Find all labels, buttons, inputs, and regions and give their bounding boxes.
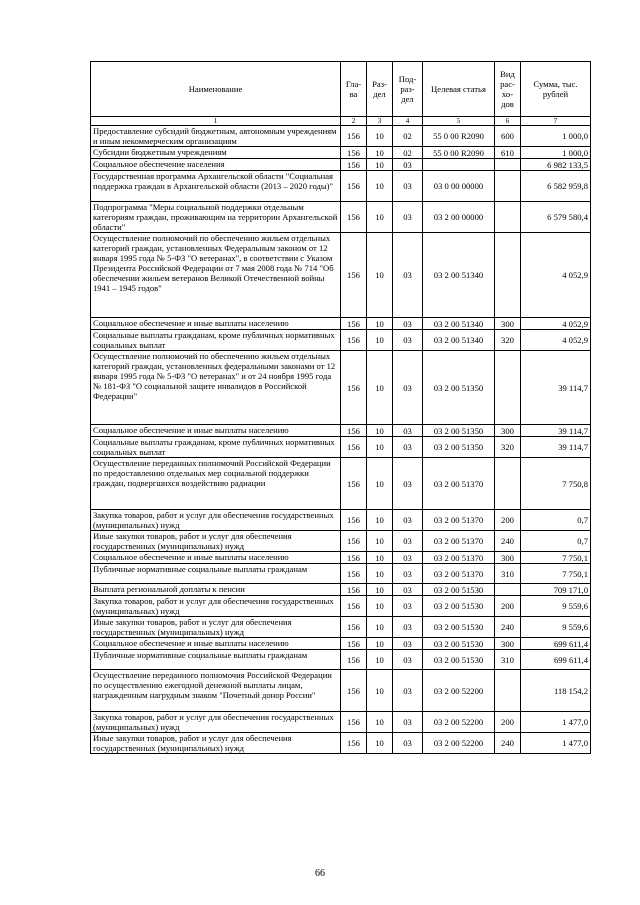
row-subsection: 03 — [393, 564, 423, 584]
row-exp-type: 240 — [495, 733, 521, 754]
row-section: 10 — [367, 458, 393, 510]
column-number: 6 — [495, 117, 521, 126]
row-subsection: 03 — [393, 458, 423, 510]
row-target: 03 2 00 51340 — [423, 330, 495, 351]
row-name: Иные закупки товаров, работ и услуг для обеспечения государственных (муниципальных) нужд — [91, 733, 341, 754]
row-section: 10 — [367, 564, 393, 584]
row-subsection: 03 — [393, 171, 423, 202]
row-name: Социальное обеспечение и иные выплаты населению — [91, 318, 341, 330]
row-target: 03 2 00 51350 — [423, 425, 495, 437]
row-sum: 6 579 580,4 — [521, 202, 591, 233]
row-name: Иные закупки товаров, работ и услуг для обеспечения государственных (муниципальных) нужд — [91, 531, 341, 552]
row-subsection: 03 — [393, 202, 423, 233]
row-sum: 4 052,9 — [521, 233, 591, 318]
row-name: Осуществление переданного полномочия Российской Федерации по осуществлению ежегодной денежной выплаты лицам, награжденным нагрудным знаком "Почетный донор России" — [91, 670, 341, 712]
row-subsection: 03 — [393, 638, 423, 650]
row-chapter: 156 — [341, 351, 367, 425]
row-chapter: 156 — [341, 650, 367, 670]
table-row — [91, 564, 591, 584]
row-target: 03 2 00 51370 — [423, 564, 495, 584]
row-exp-type: 320 — [495, 330, 521, 351]
row-target: 03 2 00 51530 — [423, 596, 495, 617]
row-exp-type — [495, 233, 521, 318]
row-chapter: 156 — [341, 233, 367, 318]
table-row — [91, 670, 591, 712]
row-name: Социальное обеспечение и иные выплаты населению — [91, 552, 341, 564]
row-exp-type: 240 — [495, 617, 521, 638]
row-sum: 4 052,9 — [521, 318, 591, 330]
row-exp-type: 310 — [495, 564, 521, 584]
row-target: 03 2 00 51350 — [423, 351, 495, 425]
row-section: 10 — [367, 712, 393, 733]
row-section: 10 — [367, 171, 393, 202]
row-section: 10 — [367, 202, 393, 233]
row-name: Публичные нормативные социальные выплаты гражданам — [91, 650, 341, 670]
row-subsection: 02 — [393, 126, 423, 147]
row-sum: 7 750,1 — [521, 552, 591, 564]
row-sum: 6 982 133,5 — [521, 159, 591, 171]
row-section: 10 — [367, 126, 393, 147]
row-sum: 1 000,0 — [521, 147, 591, 159]
table-row — [91, 425, 591, 437]
row-exp-type: 200 — [495, 510, 521, 531]
column-number: 1 — [91, 117, 341, 126]
header-sum: Сумма, тыс. рублей — [521, 62, 591, 117]
row-subsection: 03 — [393, 552, 423, 564]
row-subsection: 03 — [393, 670, 423, 712]
row-exp-type: 240 — [495, 531, 521, 552]
table-row — [91, 596, 591, 617]
row-sum: 39 114,7 — [521, 425, 591, 437]
row-chapter: 156 — [341, 171, 367, 202]
row-chapter: 156 — [341, 126, 367, 147]
row-name: Закупка товаров, работ и услуг для обеспечения государственных (муниципальных) нужд — [91, 596, 341, 617]
table-row — [91, 712, 591, 733]
row-section: 10 — [367, 584, 393, 596]
row-subsection: 03 — [393, 650, 423, 670]
row-chapter: 156 — [341, 552, 367, 564]
row-exp-type: 610 — [495, 147, 521, 159]
row-subsection: 03 — [393, 596, 423, 617]
row-sum: 7 750,8 — [521, 458, 591, 510]
table-row — [91, 638, 591, 650]
row-chapter: 156 — [341, 670, 367, 712]
row-target: 03 2 00 51530 — [423, 584, 495, 596]
header-name: Наименование — [91, 62, 341, 117]
table-row — [91, 437, 591, 458]
row-name: Выплата региональной доплаты к пенсии — [91, 584, 341, 596]
row-target: 03 2 00 51340 — [423, 233, 495, 318]
row-section: 10 — [367, 670, 393, 712]
row-target: 03 2 00 51370 — [423, 510, 495, 531]
row-name: Закупка товаров, работ и услуг для обеспечения государственных (муниципальных) нужд — [91, 712, 341, 733]
row-sum: 9 559,6 — [521, 617, 591, 638]
row-section: 10 — [367, 531, 393, 552]
row-chapter: 156 — [341, 147, 367, 159]
column-number: 7 — [521, 117, 591, 126]
row-chapter: 156 — [341, 638, 367, 650]
row-exp-type: 600 — [495, 126, 521, 147]
row-exp-type — [495, 159, 521, 171]
row-section: 10 — [367, 638, 393, 650]
header-row — [91, 62, 591, 117]
row-subsection: 02 — [393, 147, 423, 159]
row-chapter: 156 — [341, 564, 367, 584]
row-exp-type: 300 — [495, 318, 521, 330]
row-sum: 709 171,0 — [521, 584, 591, 596]
header-chapter: Гла-ва — [341, 62, 367, 117]
row-target: 03 2 00 51350 — [423, 437, 495, 458]
table-body — [91, 126, 591, 754]
row-target: 55 0 00 R2090 — [423, 126, 495, 147]
row-subsection: 03 — [393, 233, 423, 318]
row-target: 03 2 00 51340 — [423, 318, 495, 330]
table-row — [91, 171, 591, 202]
row-subsection: 03 — [393, 531, 423, 552]
row-chapter: 156 — [341, 458, 367, 510]
row-sum: 1 000,0 — [521, 126, 591, 147]
row-chapter: 156 — [341, 159, 367, 171]
row-section: 10 — [367, 596, 393, 617]
row-section: 10 — [367, 147, 393, 159]
table-row — [91, 617, 591, 638]
row-chapter: 156 — [341, 712, 367, 733]
row-target: 03 2 00 52200 — [423, 670, 495, 712]
row-sum: 6 582 959,8 — [521, 171, 591, 202]
table-row — [91, 159, 591, 171]
table-row — [91, 458, 591, 510]
row-target: 03 2 00 51370 — [423, 531, 495, 552]
row-name: Осуществление полномочий по обеспечению жильем отдельных категорий граждан, установленных федеральными законами от 12 января 1995 года № 5-ФЗ "О ветеранах" и от 24 ноября 1995 года № 181-ФЗ "О социальной защите инвалидов в Российской Федерации" — [91, 351, 341, 425]
row-name: Подпрограмма "Меры социальной поддержки отдельным категориям граждан, проживающим на территории Архангельской области" — [91, 202, 341, 233]
column-number: 5 — [423, 117, 495, 126]
row-sum: 699 611,4 — [521, 650, 591, 670]
row-sum: 1 477,0 — [521, 712, 591, 733]
row-exp-type: 320 — [495, 437, 521, 458]
row-section: 10 — [367, 330, 393, 351]
table-row — [91, 330, 591, 351]
row-subsection: 03 — [393, 318, 423, 330]
row-section: 10 — [367, 233, 393, 318]
row-sum: 0,7 — [521, 510, 591, 531]
row-chapter: 156 — [341, 437, 367, 458]
table-row — [91, 531, 591, 552]
header-exp-type: Вид рас-хо-дов — [495, 62, 521, 117]
column-number-row — [91, 117, 591, 126]
row-exp-type: 300 — [495, 638, 521, 650]
row-target: 03 2 00 51370 — [423, 458, 495, 510]
row-exp-type — [495, 584, 521, 596]
row-subsection: 03 — [393, 351, 423, 425]
row-name: Осуществление полномочий по обеспечению жильем отдельных категорий граждан, установленных Федеральным законом от 12 января 1995 года № 5-ФЗ "О ветеранах", в соответствии с Указом Президента Российской Федерации от 7 мая 2008 года № 714 "Об обеспечении жильем ветеранов Великой Отечественной войны 1941 – 1945 годов" — [91, 233, 341, 318]
row-subsection: 03 — [393, 425, 423, 437]
table-row — [91, 733, 591, 754]
table-row — [91, 147, 591, 159]
row-section: 10 — [367, 159, 393, 171]
row-target: 03 2 00 52200 — [423, 733, 495, 754]
row-sum: 9 559,6 — [521, 596, 591, 617]
page-number: 66 — [315, 868, 325, 879]
row-subsection: 03 — [393, 510, 423, 531]
row-target: 03 2 00 51530 — [423, 638, 495, 650]
row-exp-type — [495, 202, 521, 233]
row-section: 10 — [367, 733, 393, 754]
row-sum: 118 154,2 — [521, 670, 591, 712]
row-subsection: 03 — [393, 584, 423, 596]
row-target: 03 2 00 51530 — [423, 650, 495, 670]
row-name: Публичные нормативные социальные выплаты гражданам — [91, 564, 341, 584]
column-number: 4 — [393, 117, 423, 126]
row-target: 03 0 00 00000 — [423, 171, 495, 202]
row-sum: 699 611,4 — [521, 638, 591, 650]
row-section: 10 — [367, 552, 393, 564]
row-exp-type — [495, 171, 521, 202]
row-chapter: 156 — [341, 531, 367, 552]
row-target: 03 2 00 51530 — [423, 617, 495, 638]
row-section: 10 — [367, 510, 393, 531]
row-name: Иные закупки товаров, работ и услуг для обеспечения государственных (муниципальных) нужд — [91, 617, 341, 638]
row-subsection: 03 — [393, 617, 423, 638]
row-section: 10 — [367, 425, 393, 437]
row-chapter: 156 — [341, 510, 367, 531]
row-section: 10 — [367, 650, 393, 670]
row-name: Государственная программа Архангельской области "Социальная поддержка граждан в Архангельской области (2013 – 2020 годы)" — [91, 171, 341, 202]
row-exp-type: 300 — [495, 552, 521, 564]
row-target — [423, 159, 495, 171]
row-chapter: 156 — [341, 425, 367, 437]
row-section: 10 — [367, 318, 393, 330]
row-target: 55 0 00 R2090 — [423, 147, 495, 159]
row-sum: 0,7 — [521, 531, 591, 552]
table-row — [91, 126, 591, 147]
row-section: 10 — [367, 617, 393, 638]
row-name: Социальные выплаты гражданам, кроме публичных нормативных социальных выплат — [91, 437, 341, 458]
row-sum: 39 114,7 — [521, 351, 591, 425]
row-subsection: 03 — [393, 712, 423, 733]
row-subsection: 03 — [393, 733, 423, 754]
row-name: Социальное обеспечение и иные выплаты населению — [91, 425, 341, 437]
row-target: 03 2 00 00000 — [423, 202, 495, 233]
row-chapter: 156 — [341, 733, 367, 754]
row-chapter: 156 — [341, 330, 367, 351]
row-name: Субсидии бюджетным учреждениям — [91, 147, 341, 159]
row-exp-type: 310 — [495, 650, 521, 670]
table-row — [91, 650, 591, 670]
row-section: 10 — [367, 437, 393, 458]
header-subsection: Под-раз-дел — [393, 62, 423, 117]
row-exp-type — [495, 458, 521, 510]
row-chapter: 156 — [341, 584, 367, 596]
row-sum: 1 477,0 — [521, 733, 591, 754]
header-target: Целевая статья — [423, 62, 495, 117]
table-row — [91, 584, 591, 596]
row-subsection: 03 — [393, 159, 423, 171]
table-row — [91, 202, 591, 233]
row-subsection: 03 — [393, 330, 423, 351]
row-exp-type — [495, 670, 521, 712]
row-exp-type: 200 — [495, 712, 521, 733]
row-chapter: 156 — [341, 596, 367, 617]
row-chapter: 156 — [341, 617, 367, 638]
row-chapter: 156 — [341, 318, 367, 330]
budget-table — [90, 61, 591, 754]
row-name: Социальное обеспечение и иные выплаты населению — [91, 638, 341, 650]
row-name: Закупка товаров, работ и услуг для обеспечения государственных (муниципальных) нужд — [91, 510, 341, 531]
row-section: 10 — [367, 351, 393, 425]
column-number: 3 — [367, 117, 393, 126]
header-section: Раз-дел — [367, 62, 393, 117]
column-number: 2 — [341, 117, 367, 126]
row-sum: 7 750,1 — [521, 564, 591, 584]
table-row — [91, 233, 591, 318]
table-row — [91, 510, 591, 531]
table-header — [91, 62, 591, 126]
table-row — [91, 318, 591, 330]
row-exp-type: 300 — [495, 425, 521, 437]
row-name: Предоставление субсидий бюджетным, автономным учреждениям и иным некоммерческим организациям — [91, 126, 341, 147]
row-name: Социальные выплаты гражданам, кроме публичных нормативных социальных выплат — [91, 330, 341, 351]
row-exp-type — [495, 351, 521, 425]
row-target: 03 2 00 52200 — [423, 712, 495, 733]
table-row — [91, 552, 591, 564]
row-subsection: 03 — [393, 437, 423, 458]
row-chapter: 156 — [341, 202, 367, 233]
row-sum: 4 052,9 — [521, 330, 591, 351]
row-name: Осуществление переданных полномочий Российской Федерации по предоставлению отдельных мер социальной поддержки граждан, подвергшихся воздействию радиации — [91, 458, 341, 510]
row-exp-type: 200 — [495, 596, 521, 617]
table-row — [91, 351, 591, 425]
row-target: 03 2 00 51370 — [423, 552, 495, 564]
row-name: Социальное обеспечение населения — [91, 159, 341, 171]
row-sum: 39 114,7 — [521, 437, 591, 458]
